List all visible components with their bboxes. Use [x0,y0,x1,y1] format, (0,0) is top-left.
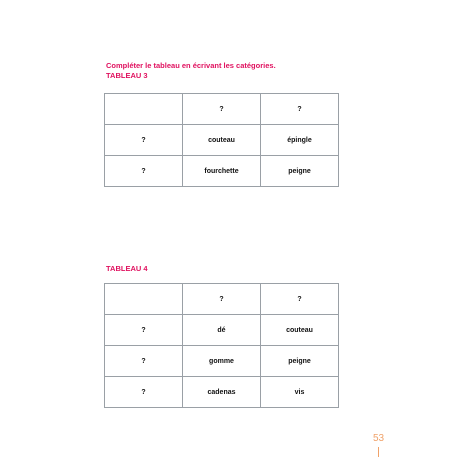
table-row [105,315,339,346]
table-cell: ? [105,315,183,346]
table-cell: fourchette [183,156,261,187]
table-row [105,346,339,377]
table-cell: ? [183,94,261,125]
table-3 [104,93,339,187]
page-number-mark [378,447,379,457]
table-4-title: TABLEAU 4 [106,264,148,273]
table-cell [105,94,183,125]
table-cell: couteau [261,315,339,346]
table-cell [105,284,183,315]
instruction-label: Compléter le tableau en écrivant les catégories. [106,61,276,70]
table-cell: gomme [183,346,261,377]
table-cell: ? [261,94,339,125]
table-cell: cadenas [183,377,261,408]
table-cell: vis [261,377,339,408]
table-cell: ? [105,156,183,187]
table-cell: couteau [183,125,261,156]
table-row [105,125,339,156]
table-row [105,284,339,315]
table-cell: ? [105,377,183,408]
table-cell: ? [105,346,183,377]
table-cell: épingle [261,125,339,156]
table-cell: ? [183,284,261,315]
table-cell: peigne [261,346,339,377]
table-row [105,377,339,408]
table-3-title: TABLEAU 3 [106,71,148,80]
table-cell: dé [183,315,261,346]
table-cell: peigne [261,156,339,187]
table-4 [104,283,339,408]
table-cell: ? [105,125,183,156]
page-number: 53 [373,433,385,444]
table-cell: ? [261,284,339,315]
table-row [105,94,339,125]
table-row [105,156,339,187]
